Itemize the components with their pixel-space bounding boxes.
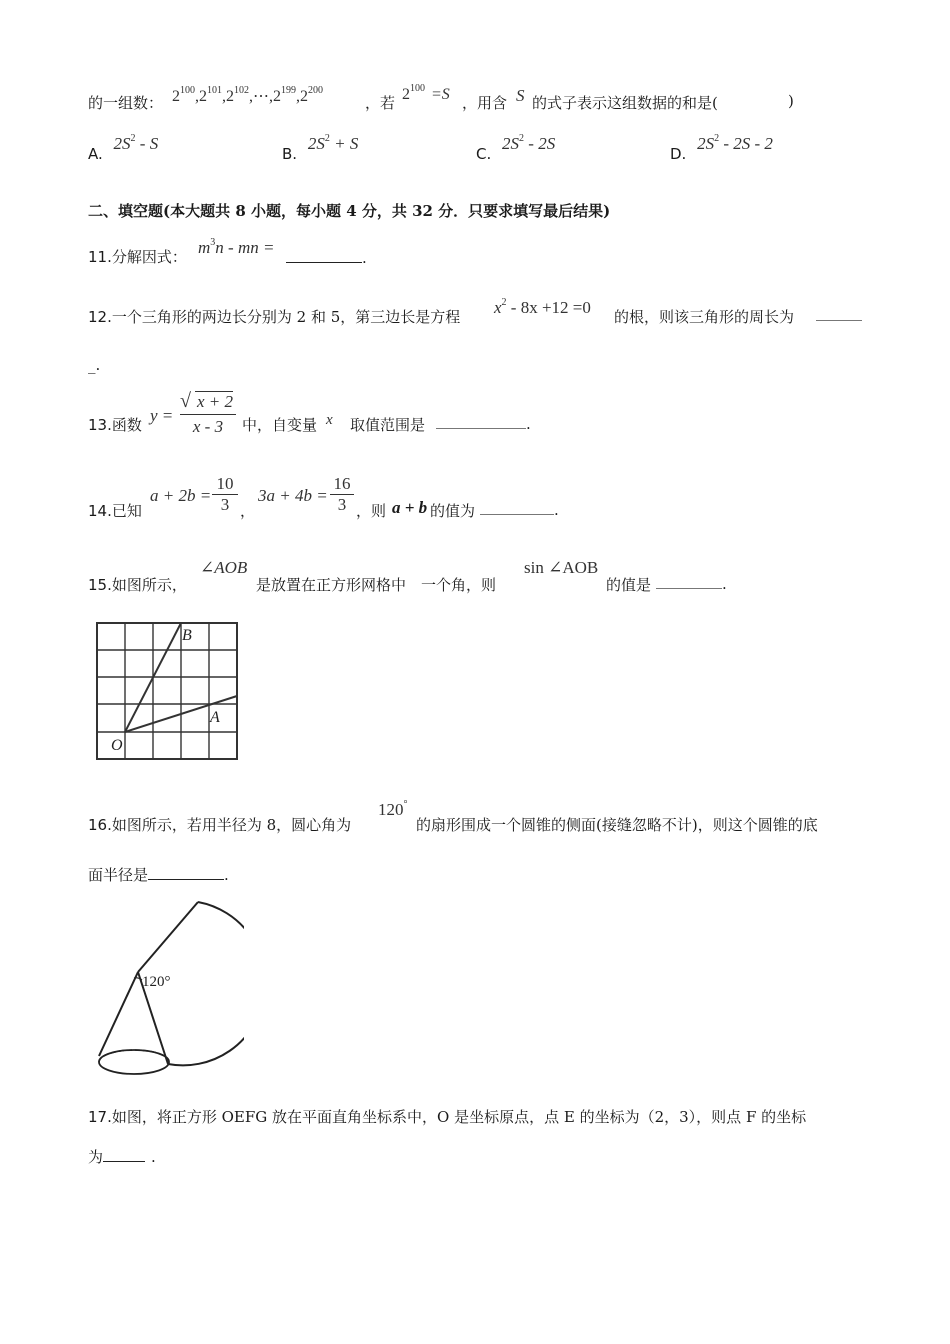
option-c[interactable]: C. $2S^2 - 2S$: [476, 133, 556, 163]
q13-var: x: [326, 412, 333, 428]
q10-close-paren: ): [788, 92, 794, 110]
q10-if: ，若: [365, 94, 396, 112]
q13-answer-blank[interactable]: .: [436, 414, 531, 433]
q16-answer-blank[interactable]: [148, 865, 224, 880]
question-12: 12.一个三角形的两边长分别为 2 和 5，第三边长是方程: [88, 308, 461, 326]
q16-angle: 120°: [378, 799, 408, 819]
q10-sequence: $2^{100},2^{101},2^{102},\cdots,2^{199},2^{200}$: [172, 85, 323, 105]
q14-eq2: 3a + 4b =: [258, 486, 328, 505]
q14-eq2-fraction: 16 3: [330, 474, 354, 515]
q14-eq1: a + 2b =: [150, 486, 212, 505]
q13-text-c: 取值范围是: [350, 416, 426, 434]
section-heading: 二、填空题(本大题共 8 小题，每小题 4 分，共 32 分．只要求填写最后结果): [88, 202, 611, 220]
q10-prefix: 的一组数：: [88, 94, 164, 112]
q12-equation: $x^2 - 8x +12 =0$: [494, 297, 591, 317]
q13-y-eq: y =: [150, 406, 174, 425]
q14-expr: a + b: [392, 498, 428, 517]
option-b[interactable]: B. $2S^2 + S$: [282, 133, 359, 163]
q15-text-c: 的值是: [606, 576, 652, 594]
q10-assumption: $2^{100} =S$: [402, 83, 450, 103]
question-11: 11.分解因式：: [88, 248, 187, 266]
q12-text-b: 的根，则该三角形的周长为: [614, 308, 795, 326]
label-a: A: [210, 709, 220, 726]
q14-answer-blank[interactable]: .: [480, 500, 559, 519]
q11-expression: $m^3n$ - mn =: [198, 237, 275, 257]
q16-line2: 面半径是 .: [88, 866, 229, 884]
q15-sin: sin ∠AOB: [524, 558, 599, 577]
option-a[interactable]: A. $2S^2$ - S: [88, 133, 159, 163]
q12-answer-blank[interactable]: [816, 306, 862, 325]
q15-angle: ∠AOB: [200, 558, 248, 577]
question-14: 14.已知: [88, 502, 142, 520]
q17-answer-blank[interactable]: [103, 1147, 145, 1162]
angle-label: 120°: [142, 974, 171, 990]
q10-var: S: [516, 86, 525, 105]
q15-text-b: 是放置在正方形网格中 一个角，则: [256, 576, 497, 594]
q15-number: 15.: [88, 576, 112, 594]
q10-suffix: 的式子表示这组数据的和是(: [532, 94, 718, 112]
q16-text-b: 的扇形围成一个圆锥的侧面(接缝忽略不计)，则这个圆锥的底: [416, 816, 818, 834]
q17-number: 17.: [88, 1108, 112, 1126]
option-d[interactable]: D. $2S^2 - 2S - 2$: [670, 133, 773, 163]
q12-line2: _.: [88, 356, 101, 374]
q14-text-b: ，则: [356, 502, 387, 520]
question-16: 16.如图所示，若用半径为 8，圆心角为: [88, 816, 352, 834]
q16-cone-figure: [94, 894, 244, 1084]
label-o: O: [111, 737, 123, 754]
q11-answer-blank[interactable]: .: [286, 248, 367, 267]
question-17: 17.如图，将正方形 OEFG 放在平面直角坐标系中，O 是坐标原点，点 E 的坐标为（2，3），则点 F 的坐标: [88, 1108, 807, 1126]
q14-text-c: 的值为: [430, 502, 476, 520]
question-15: 15.如图所示，: [88, 576, 187, 594]
option-d-letter: D.: [670, 145, 687, 163]
option-c-letter: C.: [476, 145, 492, 163]
q15-answer-blank[interactable]: .: [656, 574, 727, 593]
option-b-letter: B.: [282, 145, 298, 163]
q14-number: 14.: [88, 502, 112, 520]
q12-number: 12.: [88, 308, 112, 326]
q16-number: 16.: [88, 816, 112, 834]
q14-eq1-fraction: 10 3: [212, 474, 238, 515]
q13-number: 13.: [88, 416, 112, 434]
q15-grid-figure: [92, 618, 242, 764]
q17-line2: 为 .: [88, 1148, 156, 1166]
q13-fraction: √ x + 2 x - 3: [180, 392, 236, 437]
label-b: B: [182, 627, 192, 644]
option-a-letter: A.: [88, 145, 103, 163]
q10-middle: ，用含: [462, 94, 508, 112]
q13-text-b: 中，自变量: [242, 416, 318, 434]
q14-sep: ，: [240, 502, 256, 520]
question-13: 13.函数: [88, 416, 142, 434]
q10-stem: [88, 92, 163, 113]
q11-number: 11.: [88, 248, 112, 266]
